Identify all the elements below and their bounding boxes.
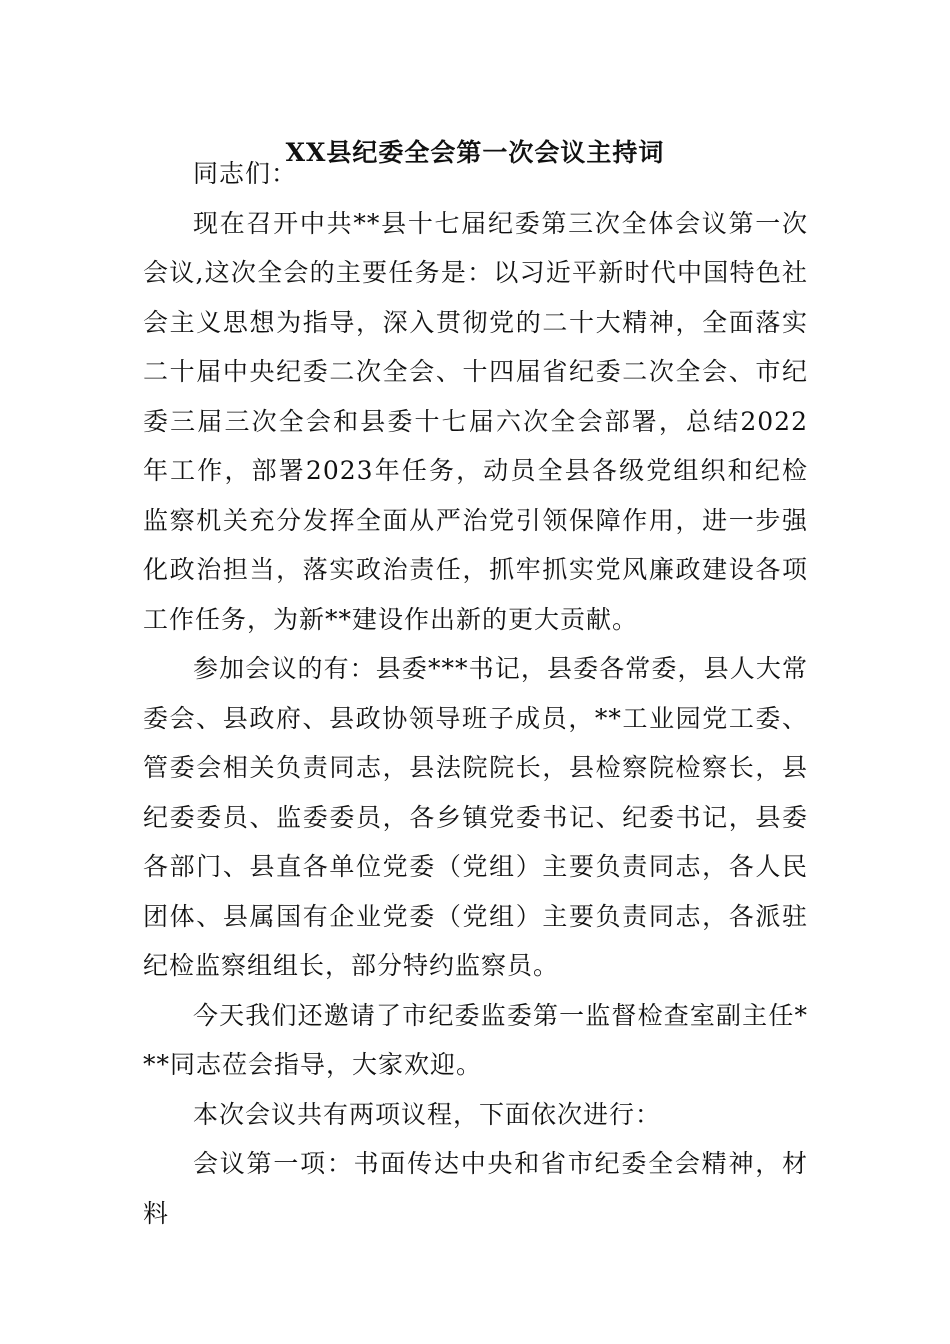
paragraph-guest: 今天我们还邀请了市纪委监委第一监督检查室副主任***同志莅会指导，大家欢迎。 [143, 1000, 808, 1079]
paragraph-opening: 现在召开中共**县十七届纪委第三次全体会议第一次会议,这次全会的主要任务是：以习近平新时代中国特色社会主义思想为指导，深入贯彻党的二十大精神，全面落实二十届中央纪委二次全会、十四届省纪委二次全会、市纪委三届三次全会和县委十七届六次全会部署，总结2022年工作，部署2023年任务，动员全县各级党组织和纪检监察机关充分发挥全面从严治党引领保障作用，进一步强化政治担当，落实政治责任，抓牢抓实党风廉政建设各项工作任务，为新**建设作出新的更大贡献。 [143, 208, 808, 634]
greeting: 同志们： [193, 159, 298, 188]
paragraph-agenda: 本次会议共有两项议程，下面依次进行： [193, 1099, 662, 1129]
document-title: XX县纪委全会第一次会议主持词 [285, 138, 665, 167]
paragraph-item-one: 会议第一项：书面传达中央和省市纪委全会精神，材料 [143, 1149, 808, 1228]
document-body [143, 149, 808, 1238]
paragraph-attendees: 参加会议的有：县委***书记，县委各常委，县人大常委会、县政府、县政协领导班子成员，**工业园党工委、管委会相关负责同志，县法院院长，县检察院检察长，县纪委委员、监委委员，各乡镇党委书记、纪委书记，县委各部门、县直各单位党委（党组）主要负责同志，各人民团体、县属国有企业党委（党组）主要负责同志，各派驻纪检监察组组长，部分特约监察员。 [143, 654, 808, 980]
